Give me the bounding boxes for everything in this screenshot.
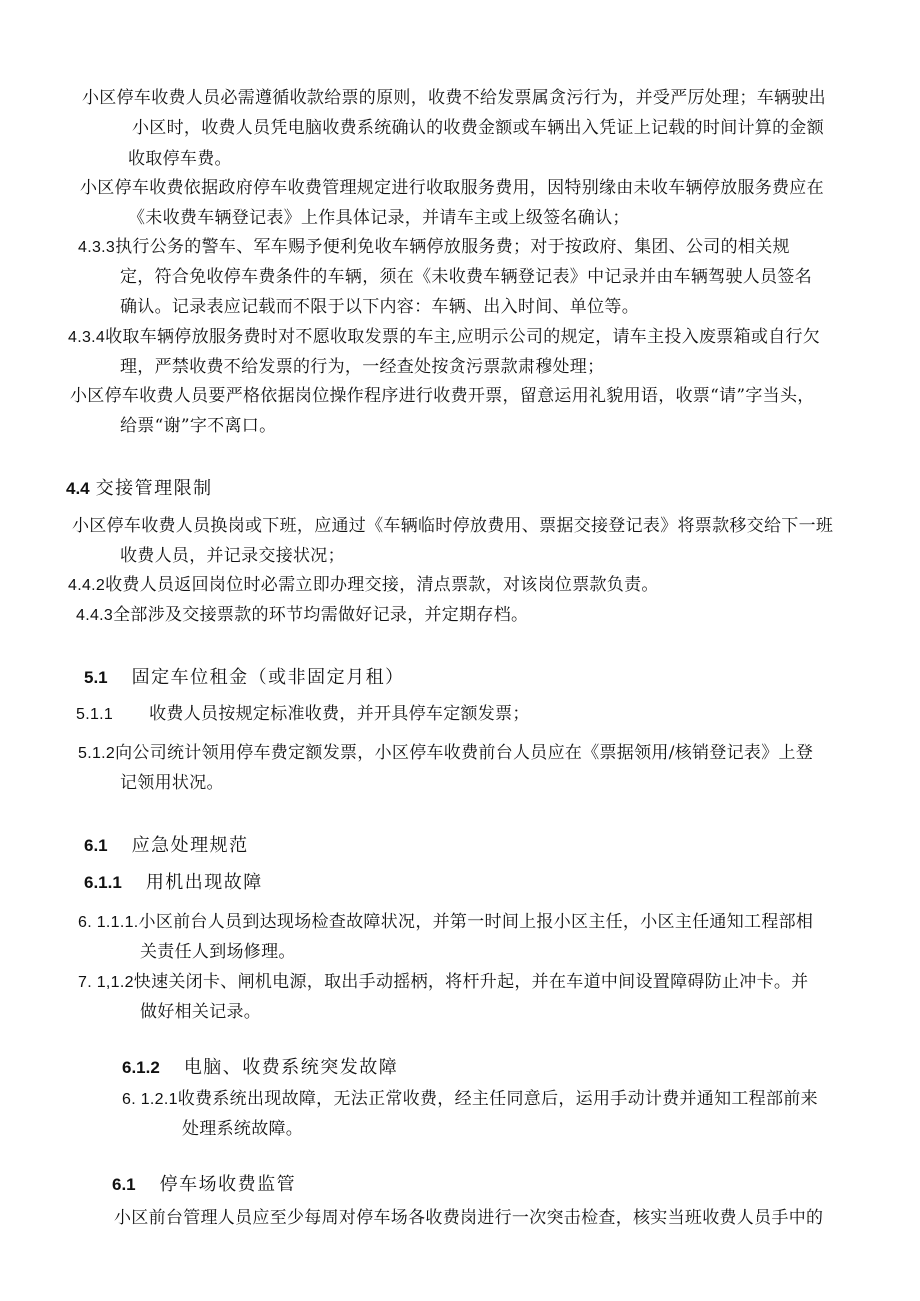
para-unpaid-record-line1: 小区停车收费依据政府停车收费管理规定进行收取服务费用，因特别缘由未收车辆停放服务费应在 [80, 178, 824, 198]
section-heading-4-4 [66, 478, 213, 500]
item-number: 5.1.2 [78, 745, 116, 762]
section-heading-6-1-2 [122, 1057, 398, 1079]
item-number: 4.4.3 [76, 607, 114, 624]
item-5-1-2 [78, 742, 813, 765]
heading-text: 应急处理规范 [131, 835, 249, 856]
item-7-1-1-2-line2: 做好相关记录。 [140, 1002, 262, 1022]
item-text: 全部涉及交接票款的环节均需做好记录，并定期存档。 [113, 605, 529, 625]
item-6-1-1-1-line2: 关责任人到场修理。 [140, 942, 296, 962]
item-7-1-1-2 [78, 971, 808, 994]
item-6-1-1-1 [78, 911, 813, 934]
item-text: 收费人员返回岗位时必需立即办理交接，清点票款，对该岗位票款负责。 [105, 575, 659, 595]
para-collection-rule-line1: 小区停车收费人员必需遵循收款给票的原则，收费不给发票属贪污行为，并受严厉处理；车辆驶出 [82, 88, 826, 108]
heading-number: 6.1 [112, 1175, 136, 1194]
item-text-line1: 小区前台人员到达现场检查故障状况，并第一时间上报小区主任，小区主任通知工程部相 [138, 912, 814, 932]
item-number: 6. 1.2.1 [122, 1091, 178, 1108]
item-4-4-2 [68, 574, 659, 597]
para-monitoring-line1: 小区前台管理人员应至少每周对停车场各收费岗进行一次突击检查，核实当班收费人员手中的 [114, 1208, 824, 1228]
item-5-1-1 [76, 703, 530, 726]
heading-number: 6.1.2 [122, 1058, 160, 1077]
heading-number: 6.1 [84, 836, 108, 855]
item-text-line1: 收取车辆停放服务费时对不愿收取发票的车主,应明示公司的规定，请车主投入废票箱或自行欠 [105, 327, 821, 347]
item-4-3-4-line2: 理，严禁收费不给发票的行为，一经查处按贪污票款肃穆处理； [120, 357, 605, 377]
heading-text: 停车场收费监管 [159, 1174, 297, 1195]
heading-text: 交接管理限制 [95, 478, 213, 499]
item-4-3-3-line3: 确认。记录表应记载而不限于以下内容：车辆、出入时间、单位等。 [120, 297, 639, 317]
item-4-3-3 [78, 236, 790, 259]
heading-number: 5.1 [84, 668, 108, 687]
item-4-3-3-line2: 定，符合免收停车费条件的车辆，须在《未收费车辆登记表》中记录并由车辆驾驶人员签名 [120, 267, 812, 287]
section-heading-6-1 [84, 835, 249, 857]
item-text-line1: 快速关闭卡、闸机电源，取出手动摇柄，将杆升起，并在车道中间设置障碍防止冲卡。并 [133, 972, 809, 992]
section-heading-6-1-1 [84, 872, 263, 894]
para-handover-line2: 收费人员，并记录交接状况； [120, 546, 345, 566]
item-6-1-2-1 [122, 1088, 818, 1111]
item-text: 收费人员按规定标准收费，并开具停车定额发票； [149, 704, 530, 724]
heading-number: 6.1.1 [84, 873, 122, 892]
item-number: 7. 1,1.2 [78, 974, 134, 991]
item-number: 6. 1.1.1. [78, 914, 139, 931]
para-unpaid-record-line2: 《未收费车辆登记表》上作具体记录，并请车主或上级签名确认； [128, 208, 630, 228]
item-text-line1: 收费系统出现故障，无法正常收费，经主任同意后，运用手动计费并通知工程部前来 [177, 1089, 818, 1109]
item-text-line1: 执行公务的警车、军车赐予便利免收车辆停放服务费；对于按政府、集团、公司的相关规 [115, 237, 790, 257]
para-handover-line1: 小区停车收费人员换岗或下班，应通过《车辆临时停放费用、票据交接登记表》将票款移交给下一班 [72, 516, 834, 536]
item-number: 5.1.1 [76, 706, 114, 723]
item-5-1-2-line2: 记领用状况。 [120, 773, 224, 793]
heading-number: 4.4 [66, 479, 90, 498]
item-number: 4.4.2 [68, 577, 106, 594]
item-number: 4.3.4 [68, 329, 106, 346]
item-6-1-2-1-line2: 处理系统故障。 [182, 1119, 304, 1139]
item-text-line1: 向公司统计领用停车费定额发票，小区停车收费前台人员应在《票据领用/核销登记表》上登 [115, 743, 814, 763]
item-number: 4.3.3 [78, 239, 116, 256]
item-4-3-4 [68, 326, 820, 349]
para-collection-rule-line2: 小区时，收费人员凭电脑收费系统确认的收费金额或车辆出入凭证上记载的时间计算的金额 [132, 118, 824, 138]
section-heading-5-1 [84, 667, 405, 689]
heading-text: 用机出现故障 [145, 872, 263, 893]
section-heading-6-1-monitoring [112, 1174, 296, 1196]
heading-text: 电脑、收费系统突发故障 [183, 1057, 399, 1078]
para-etiquette-line2: 给票“谢”字不离口。 [120, 416, 277, 436]
item-4-4-3 [76, 604, 528, 627]
heading-text: 固定车位租金（或非固定月租） [131, 667, 405, 688]
para-etiquette-line1: 小区停车收费人员要严格依据岗位操作程序进行收费开票，留意运用礼貌用语，收票“请”字当头， [70, 386, 815, 406]
para-collection-rule-line3: 收取停车费。 [128, 149, 232, 169]
